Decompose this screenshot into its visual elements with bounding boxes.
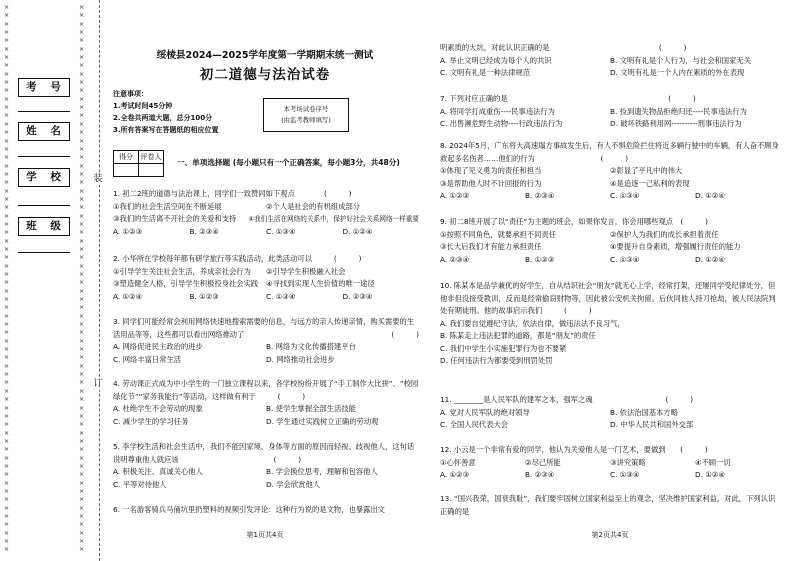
choice[interactable]: A. 将同学打成重伤----民事违法行为 xyxy=(440,106,555,116)
cross-mark: × xyxy=(3,436,10,445)
choice[interactable]: A. ①②③ xyxy=(440,470,470,479)
cross-mark: × xyxy=(3,128,10,137)
cross-mark: × xyxy=(78,445,85,454)
choice[interactable]: D. ①②④ xyxy=(342,226,373,236)
question-stem: 2. 小华所在学校每年都有研学旅行等实践活动，此类活动可以 ( ) xyxy=(113,254,362,263)
statement: ①引导学生关注社会生活，养成亲社会行为 xyxy=(113,266,251,276)
choice[interactable]: C. 全国人民代表大会 xyxy=(440,420,509,429)
cross-mark: × xyxy=(3,528,10,537)
cross-mark: × xyxy=(3,336,10,345)
cross-mark: × xyxy=(3,353,10,362)
cross-mark: × xyxy=(3,28,10,37)
cross-mark: × xyxy=(3,194,10,203)
note-item: 3.所有答案写在答题纸的相应位置 xyxy=(113,126,219,134)
cross-mark: × xyxy=(3,420,10,429)
cross-mark: × xyxy=(3,278,10,287)
choice[interactable]: D. 任何违法行为都要受到刑罚处罚 xyxy=(440,356,553,365)
cross-mark: × xyxy=(3,320,10,329)
statement: ①我们的社会生活空间在不断延展 xyxy=(113,201,222,211)
cross-mark: × xyxy=(78,69,85,78)
choice[interactable]: A. 网络促进民主政治的进步 xyxy=(113,342,203,351)
cross-mark: × xyxy=(3,428,10,437)
cross-mark: × xyxy=(78,486,85,495)
choice[interactable]: B. ②③④ xyxy=(189,226,219,236)
cross-mark: × xyxy=(3,19,10,28)
cross-mark: × xyxy=(3,153,10,162)
choice[interactable]: C. 网络丰富日常生活 xyxy=(113,354,182,364)
field-fill-line xyxy=(18,252,70,253)
cross-mark: × xyxy=(78,178,85,187)
choice[interactable]: D. 学会欣赏他人 xyxy=(266,479,321,489)
cross-mark: × xyxy=(3,211,10,220)
question-stem: 1. 初二2班的道德与法治课上，同学们一致赞同如下观点 ( ) xyxy=(113,189,352,198)
exam-title: 绥棱县2024—2025学年度第一学期期末统一测试 xyxy=(156,50,374,61)
cross-mark: × xyxy=(3,361,10,370)
choice[interactable]: B. ②③④ xyxy=(525,191,555,200)
cross-mark: × xyxy=(78,253,85,262)
page-number: 第1页共4页 xyxy=(246,531,284,539)
cross-mark: × xyxy=(3,503,10,512)
cross-mark: × xyxy=(3,411,10,420)
cross-mark: × xyxy=(3,103,10,112)
cross-mark: × xyxy=(3,3,10,11)
cross-mark: × xyxy=(78,44,85,53)
cross-mark: × xyxy=(78,495,85,504)
question-13 xyxy=(440,493,780,518)
field-label-school: 学 校 xyxy=(18,168,70,187)
cross-mark: × xyxy=(78,411,85,420)
cross-mark: × xyxy=(78,111,85,120)
choice[interactable]: B. ②③④ xyxy=(525,470,555,479)
cross-mark: × xyxy=(78,103,85,112)
question-stem: 6. 一名游客骑兵马俑坑里扔塑料的视频引发评论：这种行为说的是文物，也暴露出文 xyxy=(113,505,385,514)
cross-mark: × xyxy=(78,370,85,379)
statement: ③塑造健全人格，引导学生积极投身社会实践 xyxy=(113,279,259,288)
cross-mark: × xyxy=(78,194,85,203)
cross-mark: × xyxy=(78,353,85,362)
cross-mark: × xyxy=(78,436,85,445)
cross-mark: × xyxy=(3,403,10,412)
statement: ②彰显了平凡中的伟大 xyxy=(610,166,683,175)
question-6-continued xyxy=(440,42,780,80)
statement: ③是帮助他人时不计回报的行为 xyxy=(440,178,542,188)
choice[interactable]: A. ①②④ xyxy=(113,291,143,301)
cross-mark: × xyxy=(3,253,10,262)
question-stem: 明素质的大坑，对此认识正确的是 ( ) xyxy=(440,43,687,52)
page-number: 第2页共4页 xyxy=(591,531,629,539)
cross-mark: × xyxy=(78,244,85,253)
question-7 xyxy=(440,93,780,131)
cross-mark: × xyxy=(78,228,85,237)
cross-mark: × xyxy=(78,219,85,228)
question-stem: 13. “国兴我荣，国衰我耻”，我们要牢固树立国家利益至上的观念，坚决维护国家利益，对此，下列认识正确的是 xyxy=(440,494,776,516)
choice[interactable]: B. 捡到遗失物品拒绝归还----民事违法行为 xyxy=(610,106,747,116)
cross-mark: × xyxy=(78,303,85,312)
score-table xyxy=(113,150,164,177)
choice[interactable]: A. 我们要自觉遵纪守法，依法自律，做违法法不良习气， xyxy=(440,318,625,328)
cross-mark: × xyxy=(78,420,85,429)
cross-mark: × xyxy=(3,261,10,270)
cross-mark: × xyxy=(78,470,85,479)
choice[interactable]: A. ①②③ xyxy=(113,226,143,236)
choice[interactable]: D. ①②④ xyxy=(695,254,725,264)
cross-mark: × xyxy=(78,186,85,195)
cross-mark: × xyxy=(78,136,85,145)
cross-mark: × xyxy=(78,428,85,437)
cross-mark-column xyxy=(2,4,11,557)
cross-mark: × xyxy=(3,236,10,245)
cross-mark: × xyxy=(78,520,85,529)
cross-mark: × xyxy=(78,386,85,395)
cross-mark: × xyxy=(3,453,10,462)
choice[interactable]: C. ①③④ xyxy=(610,254,640,264)
question-stem: 10. 陈某本是品学兼优的好学生，自从结识社会“朋友”就无心上学，经常打架，还屡同学受纪律处分，但他非但没接受教训，反而是经常偷窃财物等，因此被公安机关拘留。后伙同他人持刀抢劫，被人民法院判处有期徒刑。他的故事启示我们 ( ) xyxy=(440,281,776,315)
statement: ④我们生活在网络的关系中，保护好社会关系网络一样重要 xyxy=(248,215,419,223)
choice[interactable]: C. ①③④ xyxy=(266,291,296,301)
cross-mark: × xyxy=(3,520,10,529)
cross-mark: × xyxy=(78,94,85,103)
choice[interactable]: C. 平等对待他人 xyxy=(113,479,167,489)
question-12 xyxy=(440,444,780,482)
cross-mark: × xyxy=(78,3,85,11)
cross-mark: × xyxy=(3,478,10,487)
question-stem: 4. 劳动课正式成为中小学生的一门独立课程以来，各学校纷纷开展了“手工制作大比拼”、“校园绿化节”“家务我能行”等活动，这样做有利于 ( ) xyxy=(113,379,419,401)
binding-sidebar xyxy=(0,0,97,561)
cross-mark: × xyxy=(3,78,10,87)
cross-mark: × xyxy=(3,203,10,212)
cross-mark: × xyxy=(3,328,10,337)
question-8 xyxy=(440,140,780,203)
cross-mark: × xyxy=(3,537,10,545)
choice[interactable]: B. 依法治国基本方略 xyxy=(610,407,679,417)
choice[interactable]: D. 文明有礼是一个人内在素质的外在表现 xyxy=(610,68,745,77)
cross-mark: × xyxy=(78,453,85,462)
cross-mark: × xyxy=(78,403,85,412)
cross-mark: × xyxy=(78,378,85,387)
grader-cell[interactable] xyxy=(139,164,164,177)
statement: ④不顾一切 xyxy=(695,457,731,467)
cross-mark: × xyxy=(3,228,10,237)
cross-mark: × xyxy=(3,445,10,454)
cross-mark: × xyxy=(3,303,10,312)
cross-mark: × xyxy=(3,461,10,470)
cross-mark: × xyxy=(3,545,10,554)
cross-mark: × xyxy=(3,94,10,103)
grader-header: 评卷人 xyxy=(139,151,164,164)
cross-mark: × xyxy=(3,161,10,170)
cross-mark: × xyxy=(3,378,10,387)
choice[interactable]: A. 积极关注、真诚关心他人 xyxy=(113,467,203,476)
question-stem: 8. 2024年5月，广东将大高速塌方事故发生后，有人不惧危险拦住将近多辆行驶中的车辆，有人奋不顾身救起多名伤者……他们的行为 ( ) xyxy=(440,141,779,163)
statement: ①按照不同角色，就要承担不同责任 xyxy=(440,229,556,239)
choice[interactable]: D. 中华人民共和国外交部 xyxy=(610,420,694,429)
cross-mark: × xyxy=(78,270,85,278)
section-heading: 一、单项选择题 (每小题只有一个正确答案，每小题3分，共48分) xyxy=(177,158,400,167)
choice[interactable]: C. ①③④ xyxy=(610,470,640,479)
statement: ①体现了见义勇为的责任和担当 xyxy=(440,166,542,175)
cross-mark: × xyxy=(3,178,10,187)
cross-mark: × xyxy=(78,286,85,295)
code-box-line: (由监考教师填写) xyxy=(281,116,331,124)
choice[interactable]: D. ②③④ xyxy=(342,291,373,301)
cross-mark: × xyxy=(3,395,10,404)
field-label-name: 姓 名 xyxy=(18,122,70,141)
question-9 xyxy=(440,216,780,266)
notes-heading: 注意事项： xyxy=(113,90,148,98)
cross-mark: × xyxy=(3,295,10,304)
cross-mark: × xyxy=(3,486,10,495)
cross-mark: × xyxy=(3,69,10,78)
cross-mark: × xyxy=(3,495,10,504)
statement: ②引导学生积极融入社会 xyxy=(266,266,346,276)
question-stem: 12. 小云是一个非常有爱的同学，他认为关爱他人是一门艺术，要做到 ( ) xyxy=(440,445,708,454)
cross-mark: × xyxy=(3,61,10,70)
cross-mark: × xyxy=(78,78,85,87)
cross-mark: × xyxy=(3,11,10,20)
cross-mark: × xyxy=(3,470,10,479)
cross-mark: × xyxy=(78,119,85,128)
statement: ④寻找到实现人生价值的唯一途径 xyxy=(266,279,375,288)
cross-mark: × xyxy=(3,169,10,178)
cross-mark: × xyxy=(78,153,85,162)
question-10 xyxy=(440,280,780,368)
cross-mark: × xyxy=(78,211,85,220)
cross-mark: × xyxy=(3,144,10,153)
cross-mark: × xyxy=(78,128,85,137)
cross-mark: × xyxy=(3,370,10,379)
statement: ①心怀善意 xyxy=(440,457,476,467)
question-stem: 5. 李学校生活和社会生活中，我们不能因家境、身体等方面的原因而轻视、歧视他人，这句话说明尊重他人就应该 ( ) xyxy=(113,442,415,464)
cross-mark: × xyxy=(78,61,85,70)
question-5 xyxy=(113,441,419,491)
cross-mark: × xyxy=(78,528,85,537)
choice[interactable]: D. 网络推动社会进步 xyxy=(266,354,335,364)
choice[interactable]: C. 减少学生的学习任务 xyxy=(113,416,189,426)
choice[interactable]: D. 学生通过实践树立正确的劳动观 xyxy=(266,416,379,426)
cross-mark: × xyxy=(78,11,85,20)
cross-mark: × xyxy=(3,244,10,253)
cross-mark: × xyxy=(3,119,10,128)
cross-mark: × xyxy=(78,311,85,320)
cross-mark: × xyxy=(78,511,85,520)
question-stem: 9. 初二8班开展了以“责任”为主题的班会，如果你发言，你会用哪些观点 ( ) xyxy=(440,217,708,226)
cross-mark: × xyxy=(78,537,85,545)
binding-char: 装 xyxy=(93,174,103,184)
cross-mark: × xyxy=(3,286,10,295)
cross-mark: × xyxy=(78,86,85,95)
choice[interactable]: B. 文明有礼是个人行为，与社会和国家无关 xyxy=(610,55,751,65)
choice[interactable]: A. 杜绝学生不会劳动的现象 xyxy=(113,404,203,413)
choice[interactable]: C. 文明有礼是一种法律规范 xyxy=(440,68,530,77)
choice[interactable]: C. ①③④ xyxy=(266,226,296,236)
cross-mark: × xyxy=(78,320,85,329)
cross-mark: × xyxy=(78,144,85,153)
statement: ④要提升自身素质，增强履行责任的能力 xyxy=(610,242,741,251)
choice[interactable]: A. ②③④ xyxy=(440,254,470,264)
cross-mark: × xyxy=(78,161,85,170)
code-box-line: 本考场试卷序号 xyxy=(283,105,329,113)
statement: ②保护人为我们的成长承担着责任 xyxy=(610,229,719,239)
answer-bracket[interactable]: ( ) xyxy=(391,329,419,339)
choice[interactable]: A. 举止文明已经成为每个人的共识 xyxy=(440,55,552,65)
choice[interactable]: B. 陈某走上违法犯罪的道路，都是“朋友”的责任 xyxy=(440,331,596,340)
field-label-exam-number: 考 号 xyxy=(18,78,70,97)
question-stem: 11. ________是人民军队的建军之本，强军之魂 ( ) xyxy=(440,395,694,404)
cross-mark: × xyxy=(78,236,85,245)
cross-mark: × xyxy=(78,361,85,370)
choice[interactable]: C. 出售濒危野生动物----行政违法行为 xyxy=(440,119,563,128)
binding-char: 订 xyxy=(93,379,103,389)
note-item: 1.考试时间45分钟 xyxy=(113,102,173,110)
statement: ③长大后我们才有能力承担责任 xyxy=(440,242,542,251)
choice[interactable]: B. ①②③ xyxy=(189,291,219,301)
choice[interactable]: B. 使学生掌握全部生活技能 xyxy=(266,404,356,413)
cross-mark: × xyxy=(78,169,85,178)
binding-dashed-line xyxy=(99,0,100,561)
choice[interactable]: C. ①③④ xyxy=(610,191,640,200)
statement: ④是追逐一己私利的表现 xyxy=(610,178,690,188)
question-stem: 7. 下列对应正确的是 ( ) xyxy=(440,94,696,103)
cross-mark: × xyxy=(78,295,85,304)
choice[interactable]: A. ①②③ xyxy=(440,191,470,200)
statement: ②个人是社会的有机组成部分 xyxy=(266,201,361,211)
exam-notes xyxy=(113,88,271,136)
cross-mark: × xyxy=(78,261,85,270)
cross-mark-column xyxy=(77,4,86,557)
cross-mark: × xyxy=(78,461,85,470)
cross-mark: × xyxy=(78,395,85,404)
cross-mark: × xyxy=(78,53,85,62)
field-fill-line xyxy=(18,111,70,112)
cross-mark: × xyxy=(3,86,10,95)
choice[interactable]: D. ①②④ xyxy=(695,470,725,479)
score-cell[interactable] xyxy=(114,164,139,177)
choice[interactable]: D. ①②④ xyxy=(695,191,725,200)
question-4 xyxy=(113,378,419,428)
question-2 xyxy=(113,253,419,303)
field-fill-line xyxy=(18,156,70,157)
cross-mark: × xyxy=(3,111,10,120)
question-6 xyxy=(113,504,419,517)
cross-mark: × xyxy=(78,503,85,512)
cross-mark: × xyxy=(78,336,85,345)
choice[interactable]: B. ①②③ xyxy=(525,254,555,264)
cross-mark: × xyxy=(3,311,10,320)
cross-mark: × xyxy=(3,345,10,354)
statement: ③讲究策略 xyxy=(610,457,646,467)
choice[interactable]: B. 网络为文化传播搭建平台 xyxy=(266,342,356,351)
cross-mark: × xyxy=(78,203,85,212)
cross-mark: × xyxy=(78,328,85,337)
cross-mark: × xyxy=(3,44,10,53)
cross-mark: × xyxy=(78,278,85,287)
cross-mark: × xyxy=(78,19,85,28)
choice[interactable]: C. 我们中学生小实施犯罪行为也不要紧 xyxy=(440,343,567,353)
cross-mark: × xyxy=(3,36,10,45)
statement: ③我们的生活离不开社会的关爱和支持 xyxy=(113,214,237,223)
question-3 xyxy=(113,316,419,366)
cross-mark: × xyxy=(3,219,10,228)
question-1 xyxy=(113,188,419,238)
note-item: 2.全卷共两道大题，总分100分 xyxy=(113,114,213,122)
serial-code-box xyxy=(263,98,349,132)
choice[interactable]: D. 破坏铁路利用网----------刑事违法行为 xyxy=(610,119,742,128)
cross-mark: × xyxy=(3,386,10,395)
statement: ②尽己所能 xyxy=(525,457,561,467)
field-label-class: 班 级 xyxy=(18,217,70,236)
cross-mark: × xyxy=(78,345,85,354)
cross-mark: × xyxy=(78,545,85,554)
cross-mark: × xyxy=(3,53,10,62)
exam-subject-title: 初二道德与法治试卷 xyxy=(199,67,331,83)
choice[interactable]: B. 学会换位思考，理解和包容他人 xyxy=(266,467,378,476)
cross-mark: × xyxy=(3,186,10,195)
score-header: 得分 xyxy=(114,151,139,164)
cross-mark: × xyxy=(78,28,85,37)
choice[interactable]: A. 党对人民军队的绝对领导 xyxy=(440,407,530,417)
field-fill-line xyxy=(18,205,70,206)
cross-mark: × xyxy=(3,136,10,145)
question-11 xyxy=(440,394,780,432)
cross-mark: × xyxy=(3,511,10,520)
cross-mark: × xyxy=(3,270,10,278)
question-stem: 3. 同学们可能经常会利用网络快速地搜索需要的信息，与远方的亲人传递亲情，购买需要的生活用品等等，这些都可以看出网络推动了 xyxy=(113,317,415,339)
cross-mark: × xyxy=(78,478,85,487)
cross-mark: × xyxy=(78,36,85,45)
